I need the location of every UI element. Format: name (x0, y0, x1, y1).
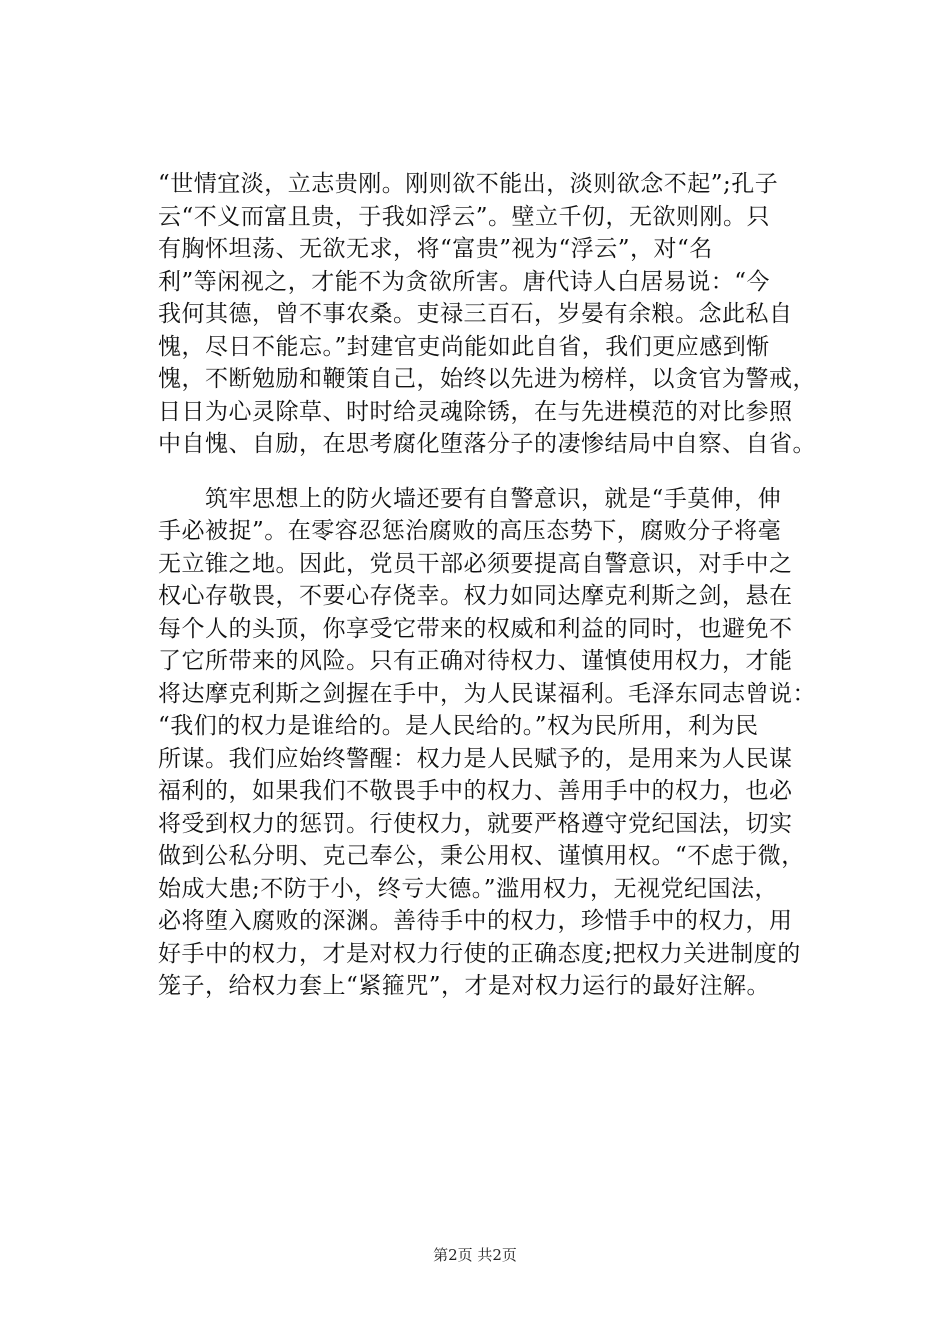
paragraph-2 (158, 483, 858, 1003)
text-line: 我何其德，曾不事农桑。吏禄三百石，岁晏有余粮。念此私自 (158, 301, 793, 327)
text-line: 愧，尽日不能忘。”封建官吏尚能如此自省，我们更应感到惭 (158, 333, 770, 360)
text-line: 有胸怀坦荡、无欲无求，将“富贵”视为“浮云”，对“名 (158, 236, 713, 262)
text-line: 日日为心灵除草、时时给灵魂除锈，在与先进模范的对比参照 (158, 398, 793, 425)
text-line: “我们的权力是谁给的。是人民给的。”权为民所用，利为民 (158, 713, 759, 739)
text-line: 手必被捉”。在零容忍惩治腐败的高压态势下，腐败分子将毫 (158, 518, 782, 544)
text-line: 筑牢思想上的防火墙还要有自警意识，就是“手莫伸，伸 (158, 485, 782, 512)
paragraph-spacer (158, 461, 858, 483)
text-line: 愧，不断勉励和鞭策自己，始终以先进为榜样，以贪官为警戒， (158, 366, 816, 392)
text-line: 将受到权力的惩罚。行使权力，就要严格遵守党纪国法，切实 (158, 810, 793, 837)
text-line: 福利的，如果我们不敬畏手中的权力、善用手中的权力，也必 (158, 778, 793, 804)
document-body (158, 168, 858, 1003)
text-line: 好手中的权力，才是对权力行使的正确态度;把权力关进制度的 (158, 940, 801, 967)
text-line: 笼子，给权力套上“紧箍咒”，才是对权力运行的最好注解。 (158, 973, 771, 999)
text-line: 无立锥之地。因此，党员干部必须要提高自警意识，对手中之 (158, 550, 793, 577)
page-number-footer: 第2页 共2页 (433, 1246, 517, 1264)
text-line: 始成大患;不防于小，终亏大德。”滥用权力，无视党纪国法， (158, 875, 779, 902)
text-line: 每个人的头顶，你享受它带来的权威和利益的同时，也避免不 (158, 615, 793, 642)
text-line: “世情宜淡，立志贵刚。刚则欲不能出，淡则欲念不起”;孔子 (158, 171, 779, 197)
text-line: 利”等闲视之，才能不为贪欲所害。唐代诗人白居易说：“今 (158, 268, 771, 295)
text-line: 所谋。我们应始终警醒：权力是人民赋予的，是用来为人民谋 (158, 745, 793, 772)
text-line: 将达摩克利斯之剑握在手中，为人民谋福利。毛泽东同志曾说： (158, 680, 816, 707)
text-line: 权心存敬畏，不要心存侥幸。权力如同达摩克利斯之剑，悬在 (158, 583, 793, 609)
text-line: 做到公私分明、克己奉公，秉公用权、谨慎用权。“不虑于微， (158, 843, 805, 869)
paragraph-1 (158, 168, 858, 461)
text-line: 必将堕入腐败的深渊。善待手中的权力，珍惜手中的权力，用 (158, 908, 793, 934)
text-line: 中自愧、自励，在思考腐化堕落分子的凄惨结局中自察、自省。 (158, 431, 816, 457)
text-line: 了它所带来的风险。只有正确对待权力、谨慎使用权力，才能 (158, 648, 793, 674)
text-line: 云“不义而富且贵，于我如浮云”。壁立千仞，无欲则刚。只 (158, 203, 771, 230)
